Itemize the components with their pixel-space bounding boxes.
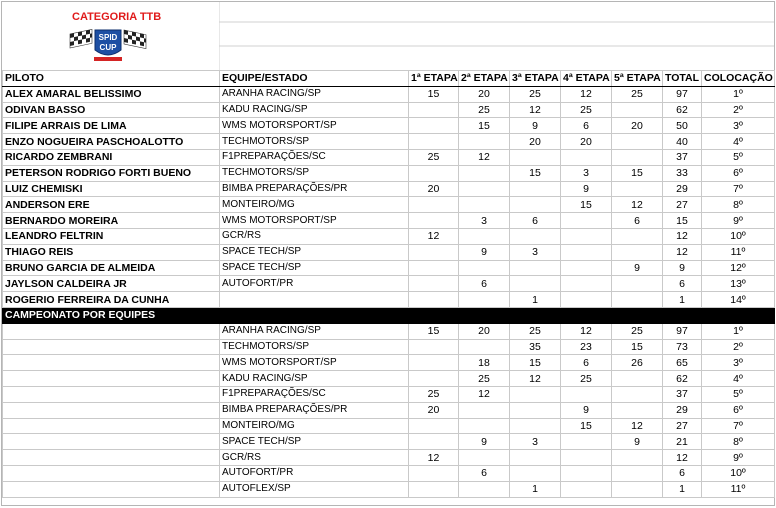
cell-equipe[interactable]: F1PREPARAÇÕES/SC bbox=[220, 149, 409, 165]
cell-etapa-5[interactable] bbox=[612, 481, 663, 497]
cell-etapa-4[interactable] bbox=[561, 260, 612, 276]
cell-etapa-4[interactable] bbox=[561, 481, 612, 497]
cell-etapa-3[interactable] bbox=[510, 197, 561, 213]
cell-equipe[interactable]: SPACE TECH/SP bbox=[220, 260, 409, 276]
cell-etapa-1[interactable] bbox=[409, 134, 459, 150]
cell-etapa-1[interactable] bbox=[409, 434, 459, 450]
cell-total[interactable]: 15 bbox=[663, 213, 702, 229]
cell-total[interactable]: 33 bbox=[663, 165, 702, 181]
cell-etapa-1[interactable] bbox=[409, 260, 459, 276]
cell-etapa-5[interactable] bbox=[612, 276, 663, 292]
cell-piloto[interactable] bbox=[3, 323, 220, 339]
cell-total[interactable]: 12 bbox=[663, 228, 702, 244]
cell-etapa-3[interactable] bbox=[510, 276, 561, 292]
cell-total[interactable]: 27 bbox=[663, 197, 702, 213]
spreadsheet bbox=[1, 1, 775, 506]
cell-piloto[interactable]: ANDERSON ERE bbox=[3, 197, 220, 213]
cell-etapa-5[interactable]: 6 bbox=[612, 213, 663, 229]
cell-total[interactable]: 9 bbox=[663, 260, 702, 276]
cell-colocacao[interactable]: 1º bbox=[702, 323, 775, 339]
cell-equipe[interactable]: WMS MOTORSPORT/SP bbox=[220, 118, 409, 134]
cell-colocacao[interactable]: 8º bbox=[702, 197, 775, 213]
cell-etapa-2[interactable] bbox=[459, 165, 510, 181]
cell-colocacao[interactable]: 3º bbox=[702, 118, 775, 134]
cell-etapa-3[interactable] bbox=[510, 450, 561, 466]
cell-total[interactable]: 97 bbox=[663, 323, 702, 339]
cell-colocacao[interactable]: 9º bbox=[702, 213, 775, 229]
cell-etapa-1[interactable]: 15 bbox=[409, 323, 459, 339]
cell-etapa-1[interactable] bbox=[409, 102, 459, 118]
cell-piloto[interactable] bbox=[3, 386, 220, 402]
cell-etapa-5[interactable] bbox=[612, 402, 663, 418]
cell-etapa-5[interactable]: 9 bbox=[612, 434, 663, 450]
cell-colocacao[interactable]: 2º bbox=[702, 339, 775, 355]
cell-etapa-5[interactable]: 12 bbox=[612, 418, 663, 434]
cell-etapa-2[interactable]: 20 bbox=[459, 86, 510, 102]
cell-etapa-2[interactable]: 18 bbox=[459, 355, 510, 371]
cell-etapa-1[interactable]: 12 bbox=[409, 228, 459, 244]
cell-etapa-2[interactable] bbox=[459, 339, 510, 355]
cell-equipe[interactable]: AUTOFORT/PR bbox=[220, 276, 409, 292]
cell-etapa-2[interactable]: 12 bbox=[459, 149, 510, 165]
team-row bbox=[3, 481, 775, 497]
cell-etapa-2[interactable] bbox=[459, 228, 510, 244]
cell-total[interactable]: 37 bbox=[663, 149, 702, 165]
driver-row bbox=[3, 276, 775, 292]
cell-colocacao[interactable]: 2º bbox=[702, 102, 775, 118]
team-row bbox=[3, 465, 775, 481]
cell-etapa-4[interactable]: 15 bbox=[561, 197, 612, 213]
column-header-row bbox=[3, 71, 775, 87]
teams-section-row bbox=[3, 307, 775, 323]
cell-etapa-3[interactable] bbox=[510, 465, 561, 481]
cell-etapa-4[interactable] bbox=[561, 244, 612, 260]
cell-total[interactable]: 6 bbox=[663, 276, 702, 292]
cell-etapa-4[interactable] bbox=[561, 434, 612, 450]
team-row bbox=[3, 434, 775, 450]
empty-header-grid bbox=[219, 2, 774, 70]
driver-row bbox=[3, 197, 775, 213]
team-row bbox=[3, 386, 775, 402]
cell-piloto[interactable]: THIAGO REIS bbox=[3, 244, 220, 260]
cell-etapa-3[interactable]: 20 bbox=[510, 134, 561, 150]
cell-etapa-1[interactable] bbox=[409, 371, 459, 387]
cell-etapa-3[interactable] bbox=[510, 260, 561, 276]
cell-equipe[interactable]: KADU RACING/SP bbox=[220, 371, 409, 387]
cell-etapa-4[interactable]: 12 bbox=[561, 86, 612, 102]
cell-etapa-1[interactable]: 20 bbox=[409, 402, 459, 418]
cell-etapa-4[interactable]: 15 bbox=[561, 418, 612, 434]
cell-equipe[interactable]: GCR/RS bbox=[220, 228, 409, 244]
cell-colocacao[interactable]: 4º bbox=[702, 134, 775, 150]
cell-etapa-5[interactable] bbox=[612, 149, 663, 165]
cell-colocacao[interactable]: 6º bbox=[702, 165, 775, 181]
driver-row bbox=[3, 86, 775, 102]
cell-etapa-2[interactable]: 9 bbox=[459, 244, 510, 260]
cell-colocacao[interactable]: 9º bbox=[702, 450, 775, 466]
cell-etapa-2[interactable]: 25 bbox=[459, 102, 510, 118]
cell-colocacao[interactable]: 3º bbox=[702, 355, 775, 371]
cell-total[interactable]: 12 bbox=[663, 450, 702, 466]
cell-etapa-5[interactable] bbox=[612, 102, 663, 118]
cell-total[interactable]: 21 bbox=[663, 434, 702, 450]
cell-colocacao[interactable]: 12º bbox=[702, 260, 775, 276]
teams-section-title[interactable]: CAMPEONATO POR EQUIPES bbox=[3, 307, 775, 323]
cell-total[interactable]: 27 bbox=[663, 418, 702, 434]
cell-colocacao[interactable]: 5º bbox=[702, 149, 775, 165]
cell-colocacao[interactable]: 7º bbox=[702, 418, 775, 434]
cell-etapa-5[interactable]: 15 bbox=[612, 165, 663, 181]
driver-row bbox=[3, 181, 775, 197]
cell-etapa-5[interactable] bbox=[612, 371, 663, 387]
cell-total[interactable]: 1 bbox=[663, 292, 702, 308]
team-row bbox=[3, 371, 775, 387]
cell-total[interactable]: 62 bbox=[663, 102, 702, 118]
cell-etapa-2[interactable] bbox=[459, 418, 510, 434]
cell-etapa-3[interactable]: 1 bbox=[510, 481, 561, 497]
cell-etapa-4[interactable]: 6 bbox=[561, 355, 612, 371]
cell-colocacao[interactable]: 8º bbox=[702, 434, 775, 450]
cell-total[interactable]: 62 bbox=[663, 371, 702, 387]
cell-etapa-1[interactable] bbox=[409, 481, 459, 497]
cell-etapa-5[interactable]: 20 bbox=[612, 118, 663, 134]
cell-piloto[interactable]: ENZO NOGUEIRA PASCHOALOTTO bbox=[3, 134, 220, 150]
cell-equipe[interactable]: TECHMOTORS/SP bbox=[220, 339, 409, 355]
cell-etapa-2[interactable] bbox=[459, 181, 510, 197]
cell-piloto[interactable]: ROGERIO FERREIRA DA CUNHA bbox=[3, 292, 220, 308]
cell-etapa-1[interactable] bbox=[409, 292, 459, 308]
cell-etapa-2[interactable] bbox=[459, 450, 510, 466]
cell-etapa-1[interactable]: 25 bbox=[409, 386, 459, 402]
cell-piloto[interactable] bbox=[3, 465, 220, 481]
cell-etapa-3[interactable] bbox=[510, 149, 561, 165]
team-row bbox=[3, 323, 775, 339]
cell-etapa-2[interactable]: 20 bbox=[459, 323, 510, 339]
column-header-total[interactable]: TOTAL bbox=[663, 71, 702, 87]
cell-etapa-4[interactable]: 9 bbox=[561, 181, 612, 197]
cell-etapa-1[interactable] bbox=[409, 339, 459, 355]
cell-etapa-4[interactable]: 9 bbox=[561, 402, 612, 418]
category-title: CATEGORIA TTB bbox=[72, 11, 162, 23]
team-row bbox=[3, 339, 775, 355]
cell-etapa-2[interactable]: 6 bbox=[459, 465, 510, 481]
cell-equipe[interactable]: TECHMOTORS/SP bbox=[220, 134, 409, 150]
cell-etapa-4[interactable]: 12 bbox=[561, 323, 612, 339]
cell-total[interactable]: 40 bbox=[663, 134, 702, 150]
cell-total[interactable]: 29 bbox=[663, 181, 702, 197]
cell-etapa-5[interactable]: 12 bbox=[612, 197, 663, 213]
cell-etapa-3[interactable]: 9 bbox=[510, 118, 561, 134]
cell-etapa-5[interactable] bbox=[612, 134, 663, 150]
cell-etapa-4[interactable]: 3 bbox=[561, 165, 612, 181]
cell-equipe[interactable]: F1PREPARAÇÕES/SC bbox=[220, 386, 409, 402]
cell-etapa-4[interactable] bbox=[561, 292, 612, 308]
header-area bbox=[2, 2, 774, 70]
cell-etapa-2[interactable] bbox=[459, 402, 510, 418]
team-row bbox=[3, 355, 775, 371]
cell-etapa-2[interactable] bbox=[459, 292, 510, 308]
cell-piloto[interactable]: FILIPE ARRAIS DE LIMA bbox=[3, 118, 220, 134]
cell-piloto[interactable]: LUIZ CHEMISKI bbox=[3, 181, 220, 197]
cell-equipe[interactable]: AUTOFLEX/SP bbox=[220, 481, 409, 497]
cell-equipe[interactable]: MONTEIRO/MG bbox=[220, 418, 409, 434]
cell-piloto[interactable] bbox=[3, 481, 220, 497]
cell-etapa-4[interactable] bbox=[561, 450, 612, 466]
cell-etapa-5[interactable] bbox=[612, 181, 663, 197]
cell-etapa-4[interactable]: 25 bbox=[561, 102, 612, 118]
cell-etapa-4[interactable]: 6 bbox=[561, 118, 612, 134]
team-row bbox=[3, 402, 775, 418]
cell-piloto[interactable] bbox=[3, 371, 220, 387]
cell-etapa-5[interactable]: 15 bbox=[612, 339, 663, 355]
cell-piloto[interactable] bbox=[3, 418, 220, 434]
logo-text-bottom: CUP bbox=[99, 43, 117, 52]
column-header-piloto[interactable]: PILOTO bbox=[3, 71, 220, 87]
cell-piloto[interactable] bbox=[3, 355, 220, 371]
cell-colocacao[interactable]: 7º bbox=[702, 181, 775, 197]
cell-etapa-3[interactable]: 1 bbox=[510, 292, 561, 308]
driver-row bbox=[3, 102, 775, 118]
cell-piloto[interactable] bbox=[3, 402, 220, 418]
cell-etapa-2[interactable] bbox=[459, 134, 510, 150]
cell-etapa-4[interactable] bbox=[561, 149, 612, 165]
cell-etapa-5[interactable] bbox=[612, 386, 663, 402]
cell-etapa-3[interactable]: 15 bbox=[510, 165, 561, 181]
cell-etapa-2[interactable]: 9 bbox=[459, 434, 510, 450]
cell-equipe[interactable]: WMS MOTORSPORT/SP bbox=[220, 355, 409, 371]
column-header-equipe[interactable]: EQUIPE/ESTADO bbox=[220, 71, 409, 87]
cell-etapa-1[interactable] bbox=[409, 197, 459, 213]
cell-colocacao[interactable]: 13º bbox=[702, 276, 775, 292]
cell-etapa-3[interactable]: 25 bbox=[510, 323, 561, 339]
cell-piloto[interactable] bbox=[3, 339, 220, 355]
cell-etapa-1[interactable] bbox=[409, 244, 459, 260]
cell-equipe[interactable]: SPACE TECH/SP bbox=[220, 244, 409, 260]
cell-piloto[interactable]: ALEX AMARAL BELISSIMO bbox=[3, 86, 220, 102]
checkered-flags-logo bbox=[68, 26, 148, 66]
cell-etapa-2[interactable] bbox=[459, 481, 510, 497]
team-row bbox=[3, 450, 775, 466]
cell-total[interactable]: 29 bbox=[663, 402, 702, 418]
cell-total[interactable]: 37 bbox=[663, 386, 702, 402]
cell-equipe[interactable]: KADU RACING/SP bbox=[220, 102, 409, 118]
cell-equipe[interactable]: BIMBA PREPARAÇÕES/PR bbox=[220, 181, 409, 197]
driver-row bbox=[3, 244, 775, 260]
cell-equipe[interactable]: MONTEIRO/MG bbox=[220, 197, 409, 213]
cell-etapa-5[interactable] bbox=[612, 228, 663, 244]
cell-piloto[interactable]: BERNARDO MOREIRA bbox=[3, 213, 220, 229]
cell-total[interactable]: 6 bbox=[663, 465, 702, 481]
cell-etapa-4[interactable]: 25 bbox=[561, 371, 612, 387]
cell-etapa-4[interactable] bbox=[561, 228, 612, 244]
cell-etapa-2[interactable]: 15 bbox=[459, 118, 510, 134]
cell-etapa-5[interactable] bbox=[612, 465, 663, 481]
cell-colocacao[interactable]: 11º bbox=[702, 244, 775, 260]
column-header-etapa-4[interactable]: 4ª ETAPA bbox=[561, 71, 612, 87]
cell-etapa-2[interactable]: 3 bbox=[459, 213, 510, 229]
cell-equipe[interactable]: WMS MOTORSPORT/SP bbox=[220, 213, 409, 229]
cell-piloto[interactable]: RICARDO ZEMBRANI bbox=[3, 149, 220, 165]
cell-colocacao[interactable]: 10º bbox=[702, 465, 775, 481]
cell-etapa-4[interactable]: 20 bbox=[561, 134, 612, 150]
column-header-etapa-1[interactable]: 1ª ETAPA bbox=[409, 71, 459, 87]
cell-etapa-5[interactable]: 25 bbox=[612, 323, 663, 339]
cell-etapa-1[interactable] bbox=[409, 213, 459, 229]
driver-row bbox=[3, 165, 775, 181]
cell-colocacao[interactable]: 4º bbox=[702, 371, 775, 387]
cell-colocacao[interactable]: 11º bbox=[702, 481, 775, 497]
cell-etapa-3[interactable]: 3 bbox=[510, 434, 561, 450]
cell-etapa-2[interactable] bbox=[459, 197, 510, 213]
cell-etapa-4[interactable] bbox=[561, 276, 612, 292]
cell-equipe[interactable]: TECHMOTORS/SP bbox=[220, 165, 409, 181]
cell-etapa-5[interactable]: 26 bbox=[612, 355, 663, 371]
cell-etapa-4[interactable] bbox=[561, 386, 612, 402]
cell-etapa-2[interactable] bbox=[459, 260, 510, 276]
cell-etapa-3[interactable]: 6 bbox=[510, 213, 561, 229]
cell-piloto[interactable] bbox=[3, 450, 220, 466]
cell-etapa-4[interactable]: 23 bbox=[561, 339, 612, 355]
cell-equipe[interactable]: SPACE TECH/SP bbox=[220, 434, 409, 450]
driver-row bbox=[3, 149, 775, 165]
cell-piloto[interactable]: ODIVAN BASSO bbox=[3, 102, 220, 118]
cell-etapa-1[interactable] bbox=[409, 465, 459, 481]
cell-piloto[interactable]: BRUNO GARCIA DE ALMEIDA bbox=[3, 260, 220, 276]
cell-etapa-3[interactable]: 12 bbox=[510, 371, 561, 387]
column-header-etapa-2[interactable]: 2ª ETAPA bbox=[459, 71, 510, 87]
team-row bbox=[3, 418, 775, 434]
cell-etapa-1[interactable] bbox=[409, 276, 459, 292]
column-header-etapa-3[interactable]: 3ª ETAPA bbox=[510, 71, 561, 87]
cell-etapa-2[interactable]: 25 bbox=[459, 371, 510, 387]
cell-etapa-3[interactable] bbox=[510, 402, 561, 418]
cell-etapa-3[interactable]: 25 bbox=[510, 86, 561, 102]
cell-etapa-2[interactable]: 12 bbox=[459, 386, 510, 402]
cell-etapa-1[interactable] bbox=[409, 118, 459, 134]
cell-total[interactable]: 12 bbox=[663, 244, 702, 260]
cell-etapa-3[interactable]: 35 bbox=[510, 339, 561, 355]
cell-etapa-5[interactable] bbox=[612, 450, 663, 466]
cell-etapa-4[interactable] bbox=[561, 213, 612, 229]
cell-etapa-3[interactable]: 15 bbox=[510, 355, 561, 371]
cell-etapa-1[interactable]: 25 bbox=[409, 149, 459, 165]
cell-equipe[interactable]: ARANHA RACING/SP bbox=[220, 323, 409, 339]
cell-piloto[interactable] bbox=[3, 434, 220, 450]
cell-etapa-3[interactable]: 3 bbox=[510, 244, 561, 260]
driver-row bbox=[3, 228, 775, 244]
cell-etapa-5[interactable]: 25 bbox=[612, 86, 663, 102]
cell-equipe[interactable]: GCR/RS bbox=[220, 450, 409, 466]
cell-etapa-1[interactable] bbox=[409, 165, 459, 181]
driver-row bbox=[3, 292, 775, 308]
cell-equipe[interactable] bbox=[220, 292, 409, 308]
cell-total[interactable]: 1 bbox=[663, 481, 702, 497]
driver-row bbox=[3, 134, 775, 150]
cell-etapa-3[interactable] bbox=[510, 228, 561, 244]
cell-equipe[interactable]: ARANHA RACING/SP bbox=[220, 86, 409, 102]
cell-etapa-3[interactable] bbox=[510, 386, 561, 402]
cell-etapa-5[interactable] bbox=[612, 244, 663, 260]
cell-etapa-1[interactable]: 12 bbox=[409, 450, 459, 466]
column-header-etapa-5[interactable]: 5ª ETAPA bbox=[612, 71, 663, 87]
cell-etapa-1[interactable] bbox=[409, 355, 459, 371]
cell-etapa-5[interactable]: 9 bbox=[612, 260, 663, 276]
cell-etapa-1[interactable]: 15 bbox=[409, 86, 459, 102]
cell-colocacao[interactable]: 6º bbox=[702, 402, 775, 418]
cell-etapa-1[interactable]: 20 bbox=[409, 181, 459, 197]
cell-etapa-3[interactable] bbox=[510, 418, 561, 434]
driver-row bbox=[3, 260, 775, 276]
logo-text-top: SPID bbox=[98, 33, 118, 42]
standings-table bbox=[2, 70, 775, 498]
cell-etapa-3[interactable]: 12 bbox=[510, 102, 561, 118]
cell-colocacao[interactable]: 5º bbox=[702, 386, 775, 402]
cell-etapa-5[interactable] bbox=[612, 292, 663, 308]
driver-row bbox=[3, 118, 775, 134]
column-header-colocacao[interactable]: COLOCAÇÃO bbox=[702, 71, 775, 87]
cell-colocacao[interactable]: 10º bbox=[702, 228, 775, 244]
driver-row bbox=[3, 213, 775, 229]
cell-etapa-2[interactable]: 6 bbox=[459, 276, 510, 292]
cell-colocacao[interactable]: 14º bbox=[702, 292, 775, 308]
cell-piloto[interactable]: PETERSON RODRIGO FORTI BUENO bbox=[3, 165, 220, 181]
cell-etapa-3[interactable] bbox=[510, 181, 561, 197]
cell-etapa-4[interactable] bbox=[561, 465, 612, 481]
cell-etapa-1[interactable] bbox=[409, 418, 459, 434]
cell-piloto[interactable]: JAYLSON CALDEIRA JR bbox=[3, 276, 220, 292]
cell-total[interactable]: 50 bbox=[663, 118, 702, 134]
cell-total[interactable]: 65 bbox=[663, 355, 702, 371]
cell-equipe[interactable]: BIMBA PREPARAÇÕES/PR bbox=[220, 402, 409, 418]
cell-piloto[interactable]: LEANDRO FELTRIN bbox=[3, 228, 220, 244]
cell-total[interactable]: 73 bbox=[663, 339, 702, 355]
cell-total[interactable]: 97 bbox=[663, 86, 702, 102]
cell-equipe[interactable]: AUTOFORT/PR bbox=[220, 465, 409, 481]
cell-colocacao[interactable]: 1º bbox=[702, 86, 775, 102]
